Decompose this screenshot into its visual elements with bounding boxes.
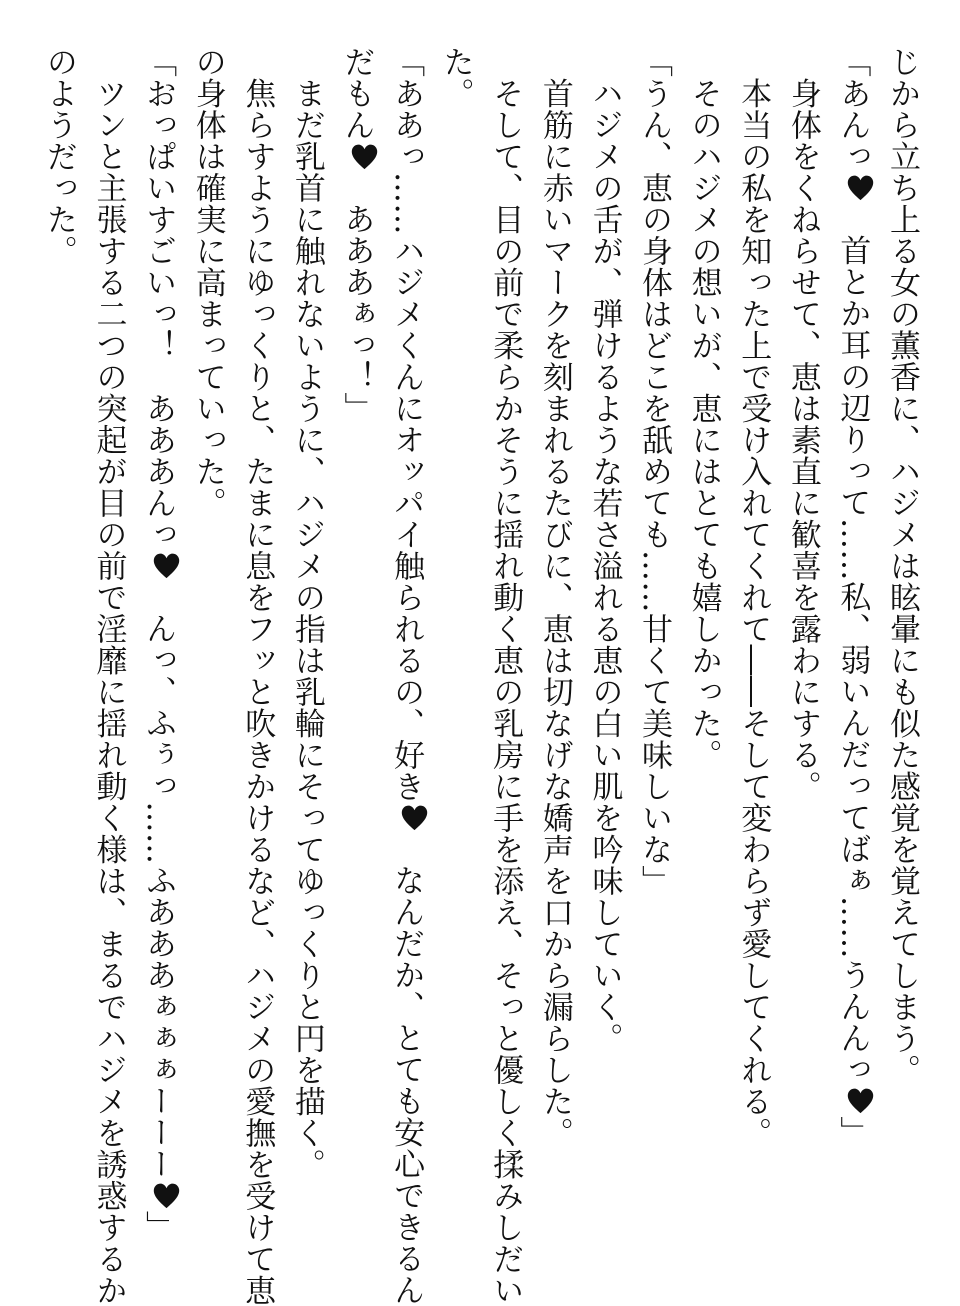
vertical-text-body xyxy=(26,46,926,1306)
text-segment: 「うん、恵の身体はどこを舐めても……甘くて美味しいな」 xyxy=(636,46,673,897)
text-segment: のようだった。 xyxy=(40,46,77,267)
text-line xyxy=(33,46,83,1246)
text-line xyxy=(777,46,827,1246)
text-segment: 」 xyxy=(834,1116,871,1148)
text-line xyxy=(480,46,530,1306)
text-line xyxy=(628,46,678,1246)
text-segment: じから立ち上る女の薫香に、ハジメは眩暈にも似た感覚を覚えてしまう。 xyxy=(884,46,920,1086)
text-segment: 首とか耳の辺りって……私、弱いんだってばぁ……うんんっ xyxy=(834,203,871,1085)
heart-icon xyxy=(349,141,380,172)
text-segment: ハジメの舌が、弾けるような若さ溢れる恵の白い肌を吟味していく。 xyxy=(586,46,623,1054)
heart-icon xyxy=(151,1180,182,1211)
text-segment: 本当の私を知った上で受け入れてくれて――そして変わらず愛してくれる。 xyxy=(735,46,772,1149)
text-line xyxy=(430,46,480,1246)
text-segment: そして、目の前で柔らかそうに揺れ動く恵の乳房に手を添え、そっと優しく揉みしだい xyxy=(487,46,524,1306)
text-segment: 首筋に赤いマークを刻まれるたびに、恵は切なげな嬌声を口から漏らした。 xyxy=(536,46,573,1149)
text-segment: 「あんっ xyxy=(834,46,871,172)
text-segment: だもん xyxy=(338,46,375,141)
text-line xyxy=(876,46,926,1246)
text-segment: ツンと主張する二つの突起が目の前で淫靡に揺れ動く様は、まるでハジメを誘惑するか xyxy=(90,46,127,1306)
text-segment: 身体をくねらせて、恵は素直に歓喜を露わにする。 xyxy=(784,46,821,802)
text-line xyxy=(827,46,877,1246)
text-line xyxy=(331,46,381,1246)
text-line xyxy=(232,46,282,1306)
text-line xyxy=(529,46,579,1246)
text-line xyxy=(380,46,430,1306)
text-line xyxy=(133,46,183,1246)
text-line xyxy=(182,46,232,1246)
text-segment: 「ああっ……ハジメくんにオッパイ触られるの、好き xyxy=(388,46,425,802)
text-segment: そのハジメの想いが、恵にはとても嬉しかった。 xyxy=(685,46,722,771)
text-segment: 「おっぱいすごいっ！ あああんっ xyxy=(140,46,177,550)
heart-icon xyxy=(151,550,182,581)
text-line xyxy=(579,46,629,1246)
text-segment: なんだか、とても安心できるん xyxy=(388,833,425,1306)
text-segment: んっ、ふぅっ……ふあああぁぁぁーーー xyxy=(140,581,177,1180)
heart-icon xyxy=(845,1085,876,1116)
text-line xyxy=(83,46,133,1306)
text-line xyxy=(281,46,331,1246)
heart-icon xyxy=(845,172,876,203)
text-line xyxy=(728,46,778,1246)
heart-icon xyxy=(399,802,430,833)
text-line xyxy=(678,46,728,1246)
text-segment: た。 xyxy=(437,46,474,109)
text-segment: 」 xyxy=(140,1210,177,1242)
text-segment: あああぁっ！」 xyxy=(338,171,375,424)
text-segment: 焦らすようにゆっくりと、たまに息をフッと吹きかけるなど、ハジメの愛撫を受けて恵 xyxy=(239,46,276,1306)
text-segment: の身体は確実に高まっていった。 xyxy=(189,46,226,519)
text-segment: まだ乳首に触れないように、ハジメの指は乳輪にそってゆっくりと円を描く。 xyxy=(288,46,325,1180)
